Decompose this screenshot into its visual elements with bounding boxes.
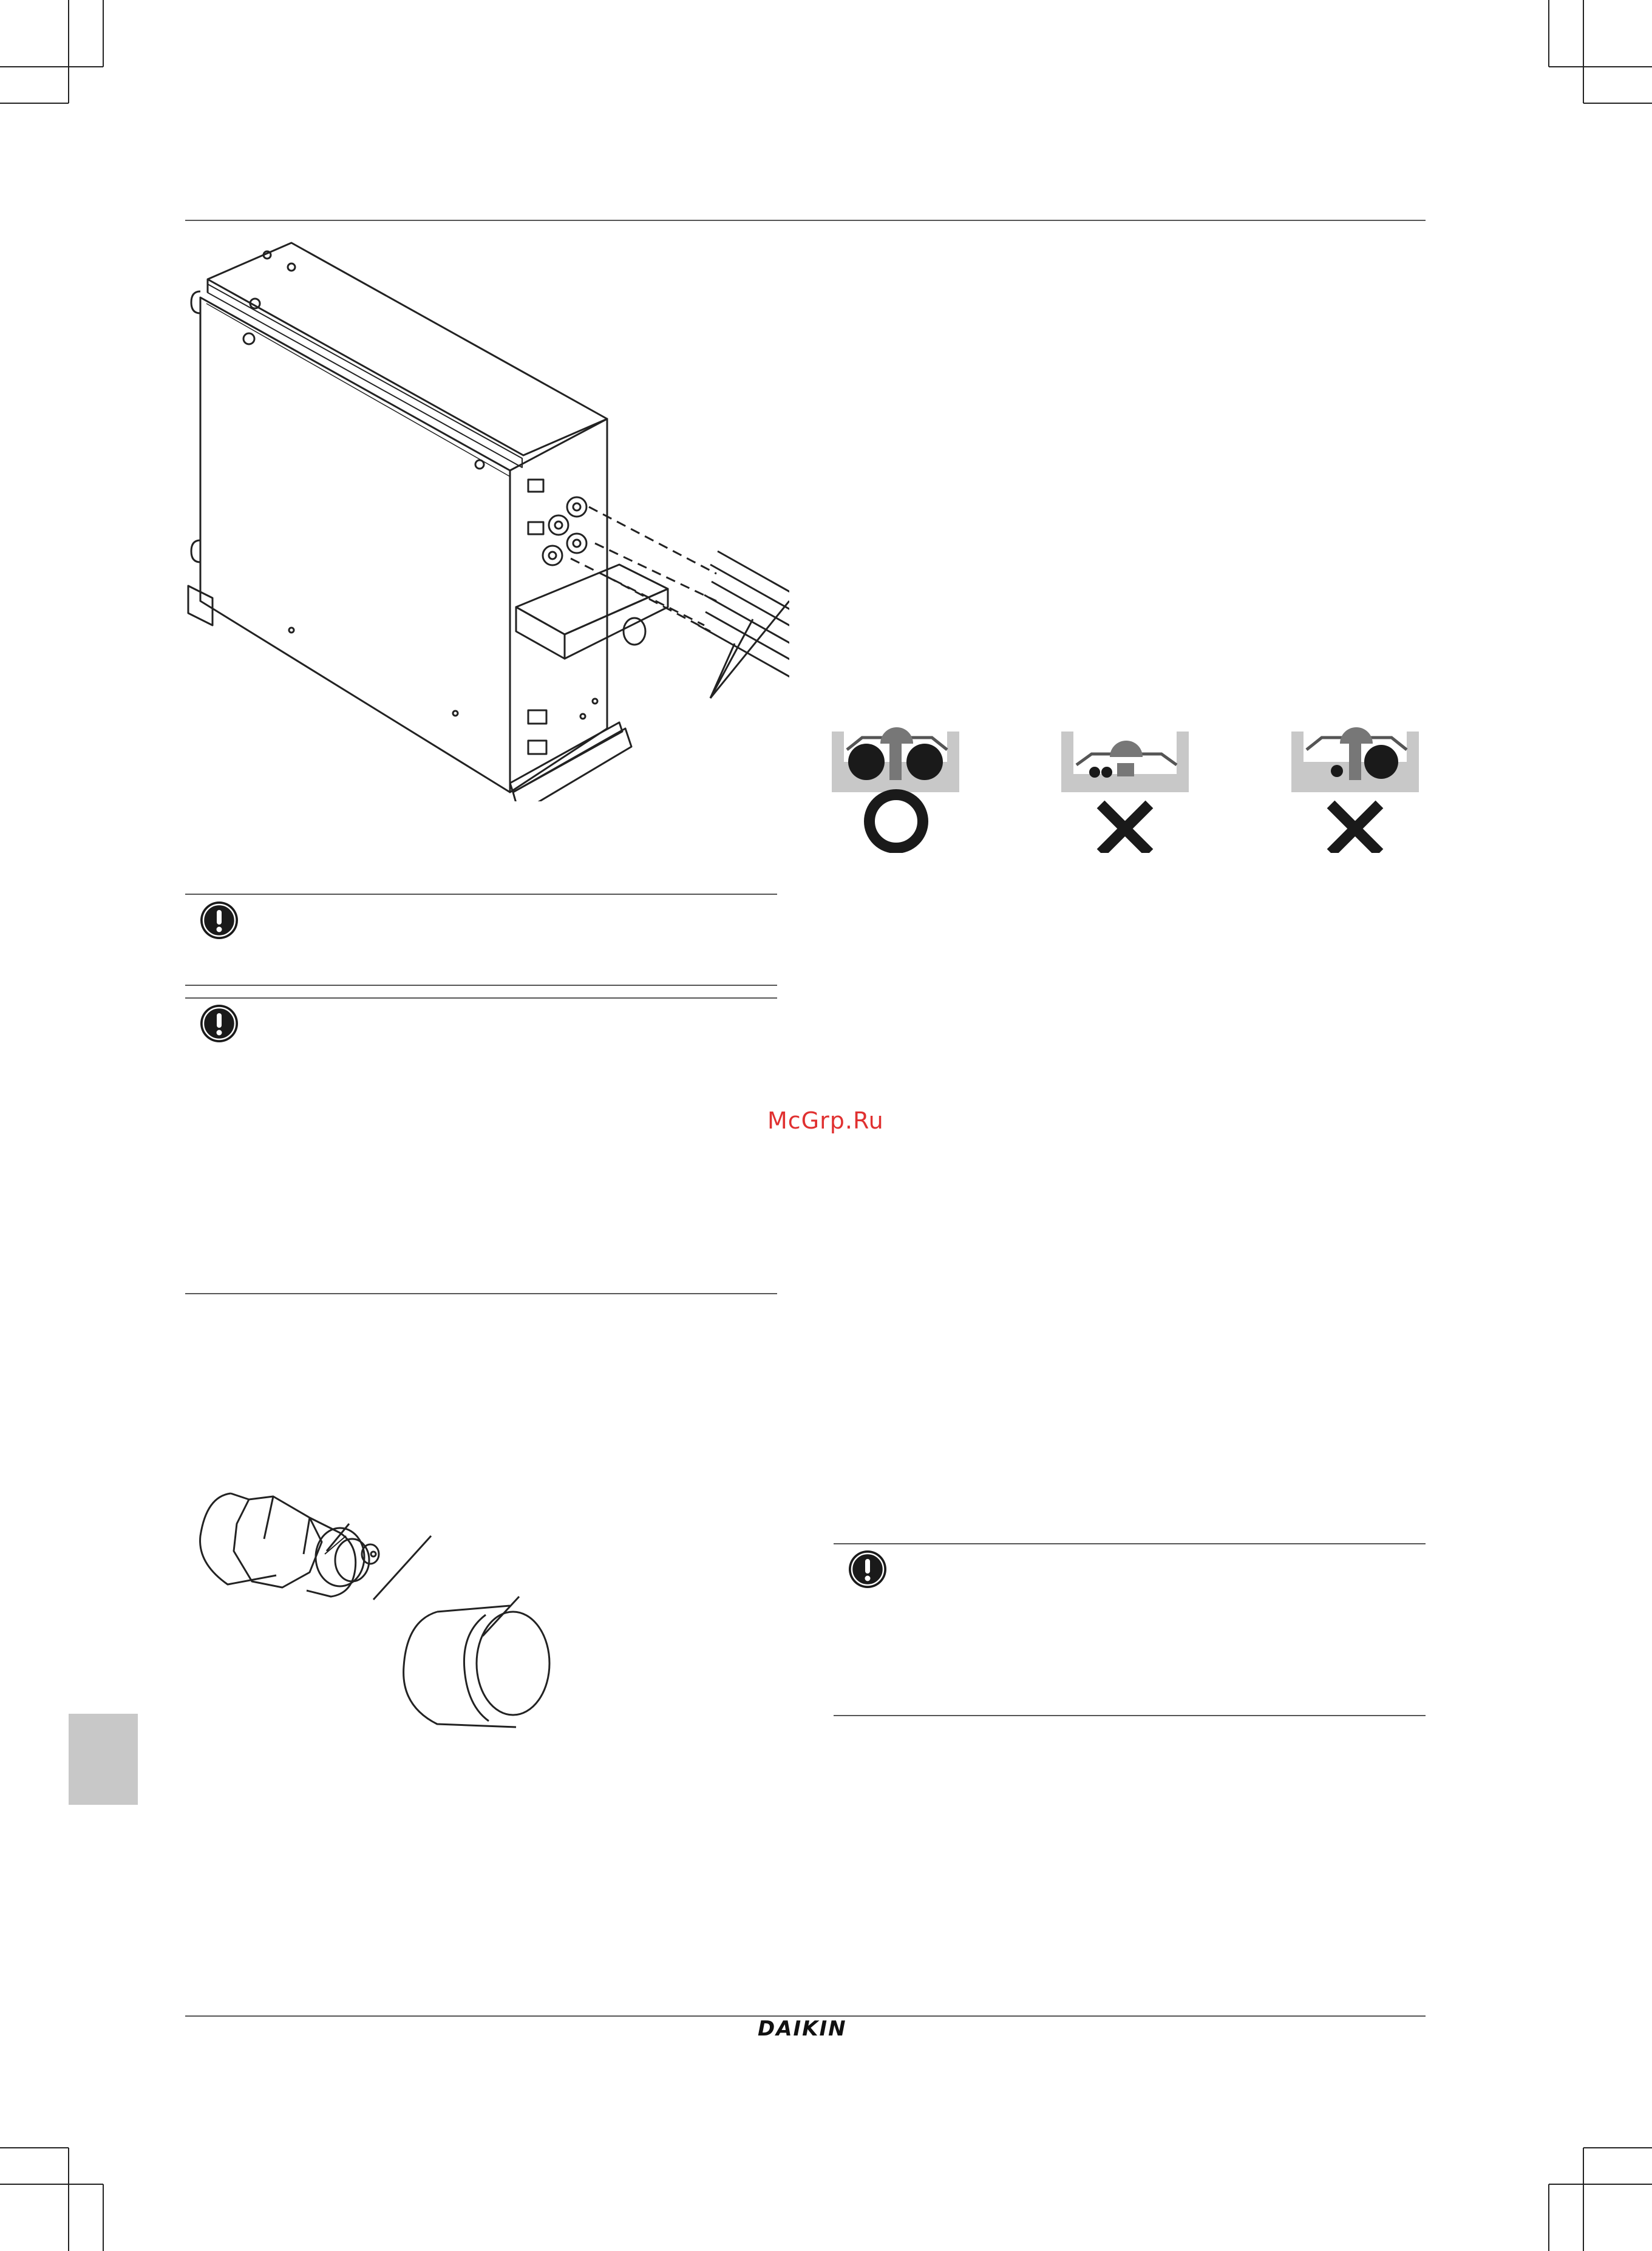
warning2-bottom-rule bbox=[185, 1293, 777, 1294]
warning-icon bbox=[199, 1003, 239, 1044]
insulation-diagram-ok bbox=[832, 725, 962, 853]
unit-illustration bbox=[182, 237, 789, 801]
warning1-top-rule bbox=[185, 894, 777, 895]
warning3-top-rule bbox=[834, 1543, 1426, 1544]
chapter-tab bbox=[69, 1714, 138, 1805]
warning1-bottom-rule bbox=[185, 985, 777, 986]
insulation-diagram-ng2 bbox=[1291, 725, 1422, 853]
header-rule bbox=[185, 220, 1426, 221]
flare-fitting-illustration bbox=[182, 1481, 583, 1773]
warning2-top-rule bbox=[185, 997, 777, 999]
warning-icon bbox=[848, 1549, 888, 1589]
insulation-diagram-ng1 bbox=[1061, 725, 1192, 853]
warning-icon bbox=[199, 900, 239, 940]
watermark: McGrp.Ru bbox=[767, 1107, 884, 1134]
warning3-bottom-rule bbox=[834, 1715, 1426, 1716]
daikin-logo: DAIKIN bbox=[758, 2017, 847, 2041]
